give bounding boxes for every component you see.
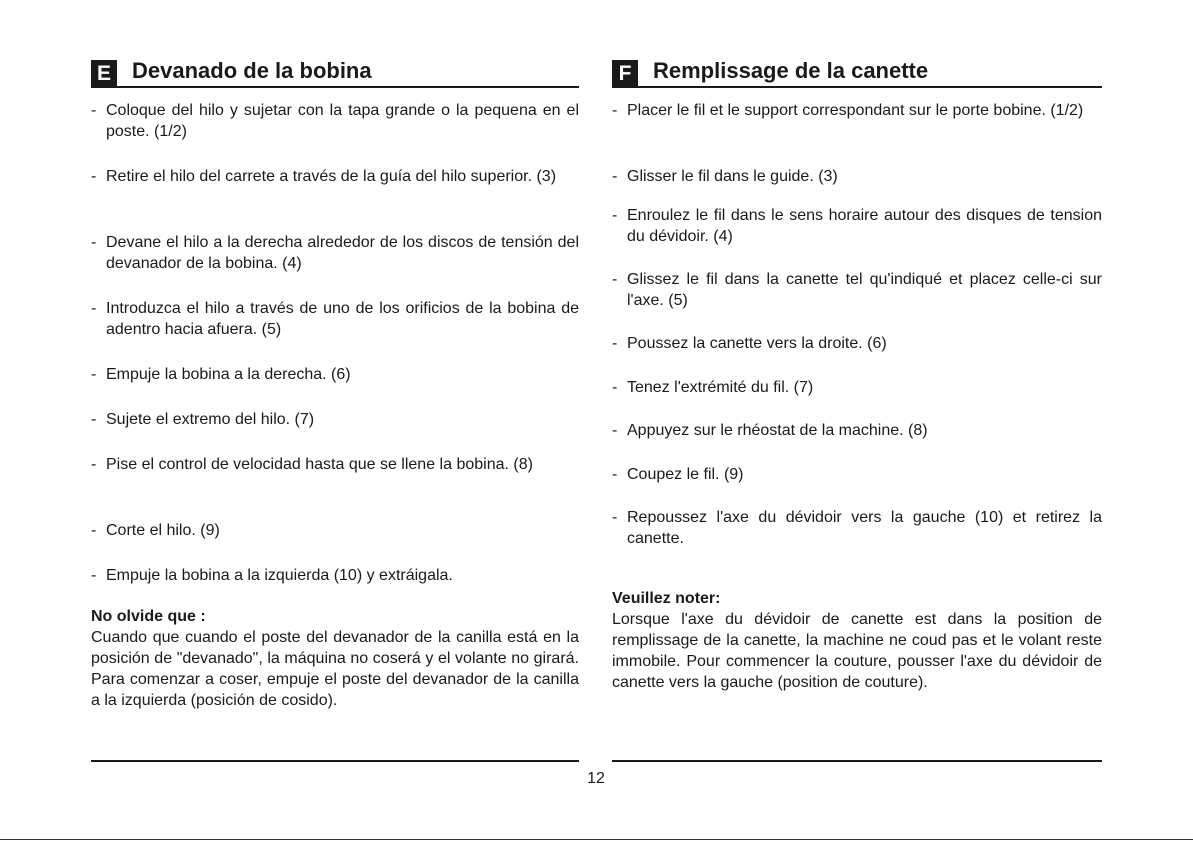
step-item: - Placer le fil et le support correspondant sur le porte bobine. (1/2) (612, 100, 1102, 142)
step-item: - Devane el hilo a la derecha alrededor de los discos de tensión del devanador de la bobina. (4) (91, 232, 579, 274)
step-item: - Appuyez sur le rhéostat de la machine. (8) (612, 420, 1102, 441)
section-e-heading (91, 58, 579, 88)
section-f-title: Remplissage de la canette (653, 58, 929, 83)
page-bottom-edge (0, 839, 1193, 840)
note-body: Cuando que cuando el poste del devanador de la canilla está en la posición de "devanado", la máquina no coserá y el volante no girará. Para comenzar a coser, empuje el poste del devanador de la canilla a la izquierda (posición de cosido). (91, 629, 579, 709)
step-item: - Empuje la bobina a la izquierda (10) y extráigala. (91, 565, 579, 586)
step-item: - Corte el hilo. (9) (91, 520, 579, 541)
note-title: Veuillez noter: (612, 590, 721, 607)
page-number: 12 (587, 770, 605, 787)
step-item: - Coupez le fil. (9) (612, 464, 1102, 485)
section-e-title: Devanado de la bobina (132, 58, 372, 83)
step-item: - Coloque del hilo y sujetar con la tapa grande o la pequena en el poste. (1/2) (91, 100, 579, 142)
step-item: - Introduzca el hilo a través de uno de los orificios de la bobina de adentro hacia afuera. (5) (91, 298, 579, 340)
note-body: Lorsque l'axe du dévidoir de canette est dans la position de remplissage de la canette, la machine ne coud pas et le volant reste immobile. Pour commencer la couture, pousser l'axe du dévidoir de canette vers la gauche (position de couture). (612, 611, 1102, 691)
section-e-steps (91, 100, 579, 586)
step-item: - Glissez le fil dans la canette tel qu'indiqué et placez celle-ci sur l'axe. (5) (612, 269, 1102, 311)
step-item: - Retire el hilo del carrete a través de la guía del hilo superior. (3) (91, 166, 579, 208)
step-item: - Repoussez l'axe du dévidoir vers la gauche (10) et retirez la canette. (612, 507, 1102, 549)
step-item: - Enroulez le fil dans le sens horaire autour des disques de tension du dévidoir. (4) (612, 205, 1102, 247)
step-item: - Empuje la bobina a la derecha. (6) (91, 364, 579, 385)
section-f-heading (612, 58, 1102, 88)
footer-rule-left (91, 760, 579, 762)
note-title: No olvide que : (91, 608, 206, 625)
section-f-letter-badge: F (612, 60, 638, 86)
step-item: - Tenez l'extrémité du fil. (7) (612, 377, 1102, 398)
step-item: - Pise el control de velocidad hasta que se llene la bobina. (8) (91, 454, 579, 496)
section-f (612, 58, 1102, 693)
section-f-steps (612, 100, 1102, 549)
step-item: - Sujete el extremo del hilo. (7) (91, 409, 579, 430)
section-e (91, 58, 579, 711)
section-e-letter-badge: E (91, 60, 117, 86)
step-item: - Poussez la canette vers la droite. (6) (612, 333, 1102, 354)
step-item: - Glisser le fil dans le guide. (3) (612, 166, 1102, 187)
footer-rule-right (612, 760, 1102, 762)
